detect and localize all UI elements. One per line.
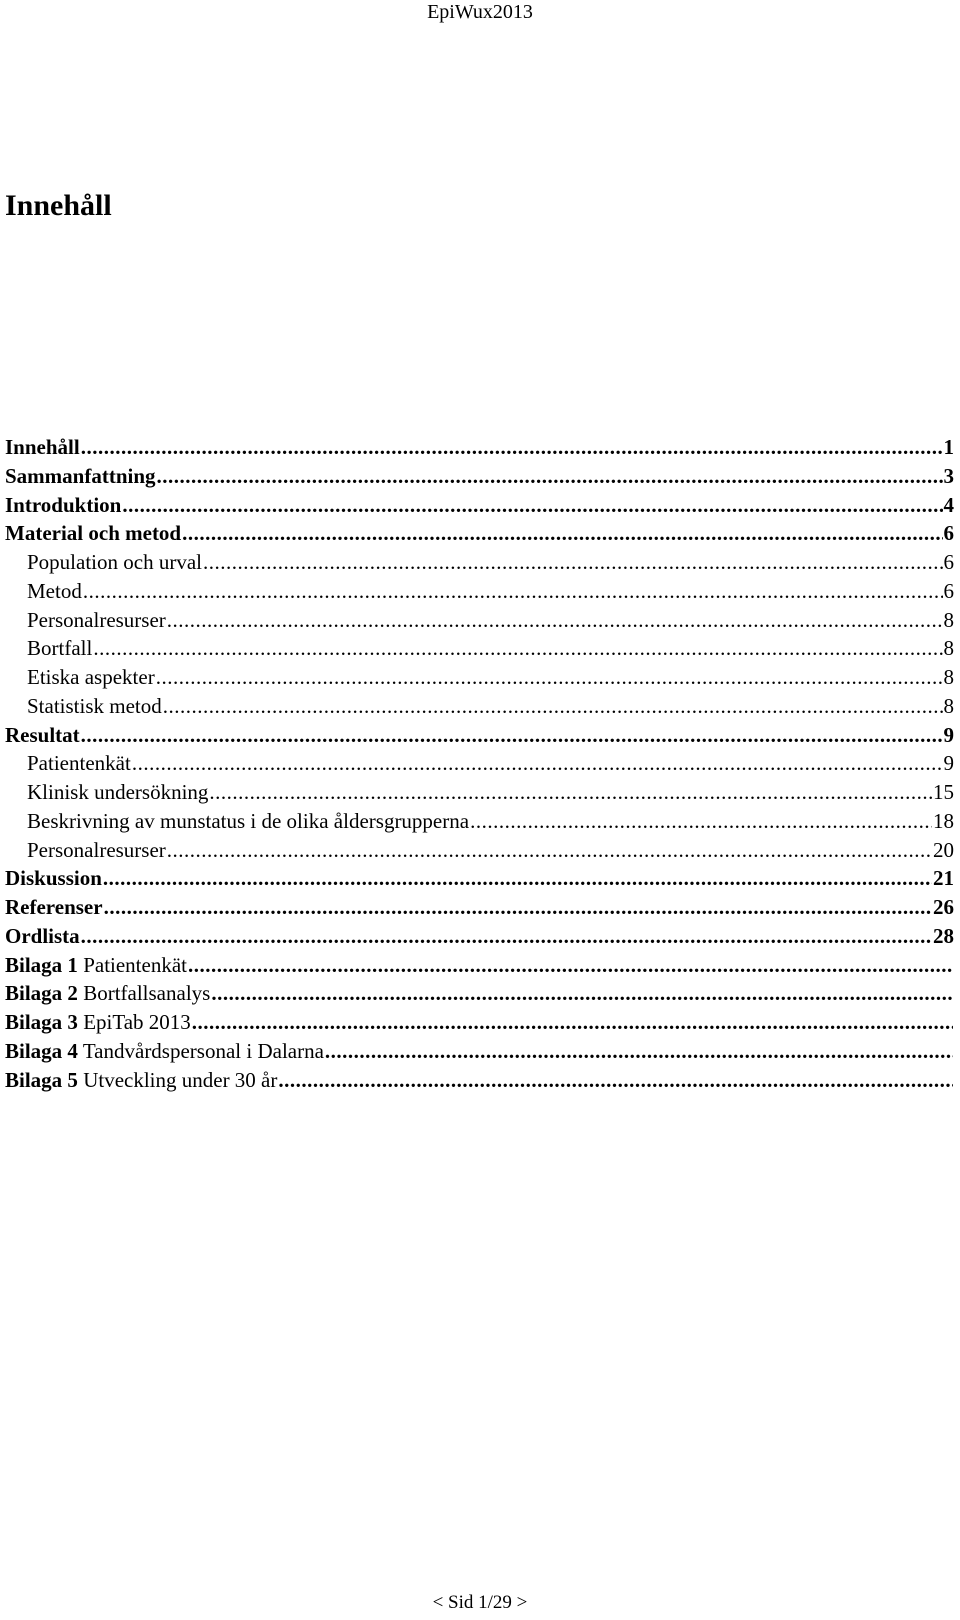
toc-entry-patientenkat[interactable] — [5, 749, 957, 778]
toc-entry-innehall[interactable] — [5, 433, 957, 462]
toc-entry-personalresurser-resultat[interactable] — [5, 836, 957, 865]
toc-entry-label: Utveckling under 30 år — [83, 1067, 278, 1092]
toc-entry-resultat[interactable] — [5, 721, 957, 750]
toc-entry-etiska-aspekter[interactable] — [5, 663, 957, 692]
toc-entry-page: 4 — [943, 492, 954, 517]
toc-entry-page: 6 — [943, 578, 954, 603]
toc-entry-page: 6 — [943, 521, 954, 546]
toc-entry-label: Innehåll — [5, 435, 80, 459]
toc-entry-bilaga-5[interactable] — [5, 1066, 957, 1095]
dot-leader — [209, 778, 932, 806]
toc-entry-page: 3 — [943, 463, 954, 488]
dot-leader — [81, 433, 943, 461]
dot-leader — [132, 749, 943, 777]
toc-entry-prefix: Bilaga 5 — [5, 1067, 78, 1092]
dot-leader — [211, 979, 953, 1007]
toc-entry-page: 20 — [933, 837, 954, 862]
toc-entry-page: 15 — [933, 780, 954, 804]
toc-entry-label: Statistisk metod — [27, 693, 162, 718]
toc-entry-label: Beskrivning av munstatus i de olika åldersgrupperna — [27, 808, 470, 833]
dot-leader — [103, 864, 932, 892]
dot-leader — [192, 1008, 953, 1036]
toc-entry-page: 21 — [933, 866, 954, 891]
toc-entry-page: 9 — [943, 751, 954, 776]
toc-entry-diskussion[interactable] — [5, 864, 957, 893]
page-title: Innehåll — [5, 189, 112, 222]
toc-entry-label: Material och metod — [5, 521, 182, 546]
toc-entry-label: Diskussion — [5, 866, 102, 891]
toc-entry-metod[interactable] — [5, 577, 957, 606]
dot-leader — [163, 692, 943, 720]
dot-leader — [122, 491, 942, 519]
dot-leader — [93, 634, 942, 662]
dot-leader — [278, 1066, 953, 1094]
toc-entry-page: 9 — [943, 722, 954, 747]
toc-entry-label: Bortfall — [27, 636, 93, 661]
toc-entry-page: 1 — [943, 435, 954, 459]
toc-entry-label: Personalresurser — [27, 607, 166, 632]
toc-entry-page: 8 — [943, 665, 954, 689]
dot-leader — [167, 606, 943, 634]
toc-entry-label: Patientenkät — [27, 751, 131, 776]
toc-entry-prefix: Bilaga 3 — [5, 1010, 78, 1034]
toc-entry-bilaga-4[interactable] — [5, 1037, 957, 1066]
toc-entry-label: Referenser — [5, 895, 103, 919]
dot-leader — [470, 807, 932, 835]
toc-entry-statistisk-metod[interactable] — [5, 692, 957, 721]
toc-entry-bortfall[interactable] — [5, 634, 957, 663]
toc-entry-page: 8 — [943, 693, 954, 718]
table-of-contents — [5, 433, 957, 1094]
toc-entry-label: Tandvårdspersonal i Dalarna — [82, 1038, 324, 1063]
toc-entry-material-och-metod[interactable] — [5, 519, 957, 548]
toc-entry-page: 18 — [933, 808, 954, 833]
dot-leader — [104, 893, 932, 921]
toc-entry-label: Klinisk undersökning — [27, 780, 209, 804]
toc-entry-label: Etiska aspekter — [27, 665, 155, 689]
dot-leader — [157, 462, 943, 490]
dot-leader — [167, 836, 932, 864]
toc-entry-referenser[interactable] — [5, 893, 957, 922]
running-header: EpiWux2013 — [427, 1, 533, 23]
toc-entry-page: 8 — [943, 607, 954, 632]
dot-leader — [325, 1037, 953, 1065]
toc-entry-label: Introduktion — [5, 492, 122, 517]
toc-entry-beskrivning-av-munstatus[interactable] — [5, 807, 957, 836]
toc-entry-label: Population och urval — [27, 550, 202, 574]
dot-leader — [156, 663, 943, 691]
dot-leader — [81, 721, 943, 749]
dot-leader — [203, 548, 943, 576]
toc-entry-bilaga-3[interactable] — [5, 1008, 957, 1037]
dot-leader — [81, 922, 932, 950]
toc-entry-label: Ordlista — [5, 923, 80, 948]
dot-leader — [83, 577, 943, 605]
page-indicator: < Sid 1/29 > — [432, 1592, 528, 1613]
toc-entry-bilaga-2[interactable] — [5, 979, 957, 1008]
toc-entry-ordlista[interactable] — [5, 922, 957, 951]
toc-entry-introduktion[interactable] — [5, 491, 957, 520]
toc-entry-page: 28 — [933, 923, 954, 948]
toc-entry-bilaga-1[interactable] — [5, 951, 957, 980]
toc-entry-label: Metod — [27, 578, 82, 603]
toc-entry-label: Sammanfattning — [5, 463, 156, 488]
toc-entry-label: Resultat — [5, 722, 80, 747]
toc-entry-prefix: Bilaga 4 — [5, 1038, 78, 1063]
toc-entry-label: EpiTab 2013 — [83, 1010, 191, 1034]
toc-entry-page: 26 — [933, 895, 954, 919]
toc-entry-label: Patientenkät — [83, 952, 187, 977]
toc-entry-population-och-urval[interactable] — [5, 548, 957, 577]
dot-leader — [188, 951, 953, 979]
toc-entry-page: 6 — [943, 550, 954, 574]
dot-leader — [182, 519, 942, 547]
toc-entry-label: Bortfallsanalys — [83, 981, 211, 1006]
toc-entry-personalresurser[interactable] — [5, 606, 957, 635]
toc-entry-label: Personalresurser — [27, 837, 166, 862]
toc-entry-prefix: Bilaga 2 — [5, 981, 78, 1006]
toc-entry-page: 8 — [943, 636, 954, 661]
toc-entry-klinisk-undersokning[interactable] — [5, 778, 957, 807]
toc-entry-sammanfattning[interactable] — [5, 462, 957, 491]
toc-entry-prefix: Bilaga 1 — [5, 952, 78, 977]
